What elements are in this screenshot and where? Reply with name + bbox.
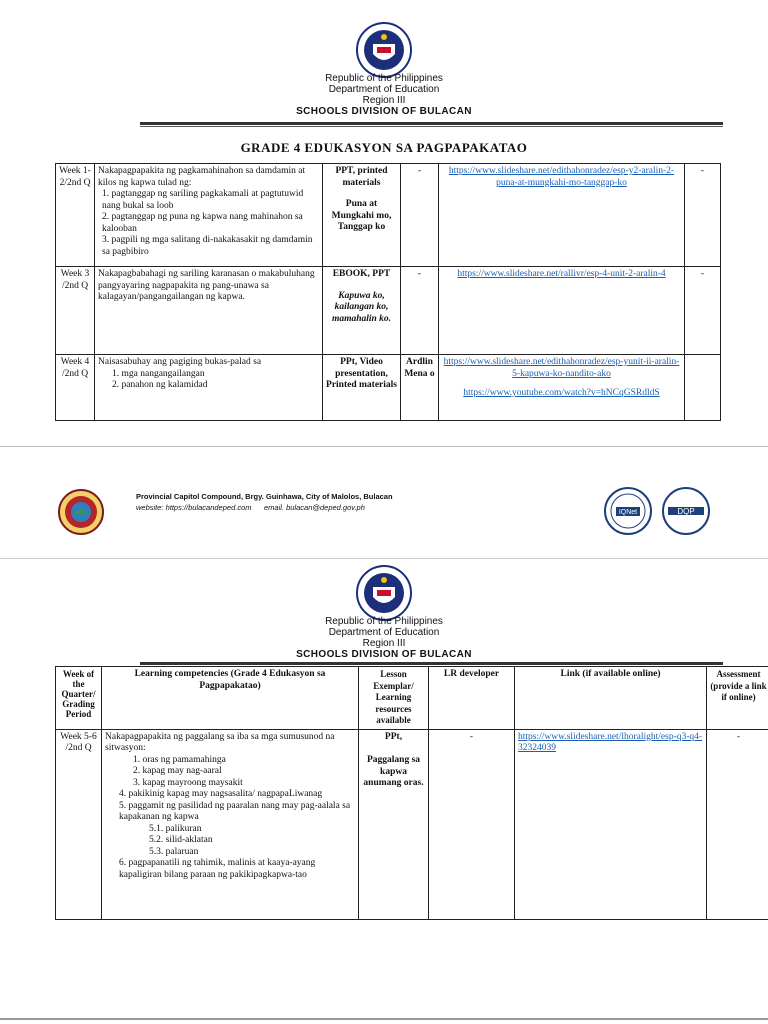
resource-link[interactable]: https://www.slideshare.net/edithahonradez/esp-yunit-ii-aralin-5-kapuwa-ko-nandito-ako <box>443 357 680 379</box>
list-item: 5.3. palaruan <box>149 846 199 857</box>
footer-website: website: https://bulacandeped.com <box>136 503 252 512</box>
resource-link[interactable]: https://www.slideshare.net/edithahonradez/esp-y2-aralin-2-puna-at-mungkahi-mo-tanggap-ko <box>448 166 675 188</box>
competency-table-2 <box>55 666 768 920</box>
list-item: 5. paggamit ng pasilidad ng paaralan nang may pag-aalala sa kapakanan ng kapwa <box>119 800 351 822</box>
link-cell <box>439 355 685 421</box>
column-header-week: Week of the Quarter/ Grading Period <box>56 667 102 730</box>
resources-cell <box>359 729 429 919</box>
week-cell: Week 5-6 /2nd Q <box>56 729 102 919</box>
resource-link[interactable]: https://www.slideshare.net/rallivr/esp-4-unit-2-aralin-4 <box>457 269 666 279</box>
column-header-link: Link (if available online) <box>515 667 707 730</box>
header-department: Department of Education <box>328 84 440 95</box>
resources-cell: PPt, Video presentation, Printed materials <box>323 355 401 421</box>
bulacan-seal-icon <box>58 489 104 535</box>
footer-email: email. bulacan@deped.gov.ph <box>264 503 365 512</box>
page-title: GRADE 4 EDUKASYON SA PAGPAPAKATAO <box>240 140 528 155</box>
iqnet-certified-seal-icon <box>604 487 652 535</box>
week-cell: Week 4 /2nd Q <box>56 355 95 421</box>
table-row <box>56 267 721 355</box>
list-item: 1. mga nangangailangan <box>112 368 205 379</box>
competency-intro: Naisasabuhay ang pagiging bukas-palad sa <box>98 357 262 367</box>
svg-text:IQNet: IQNet <box>618 509 638 516</box>
footer-rule-2 <box>0 558 768 559</box>
resources-type: PPt, <box>384 731 403 742</box>
week-cell: Week 3 /2nd Q <box>56 267 95 355</box>
competency-cell <box>95 355 323 421</box>
list-item: 2. pagtanggap ng puna ng kapwa nang mahinahon sa kalooban <box>102 212 303 234</box>
list-item: 5.1. palikuran <box>149 823 202 834</box>
header-rule <box>140 662 723 665</box>
developer-cell: - <box>429 729 515 919</box>
competency-table-1 <box>55 163 721 421</box>
header-rule <box>140 122 723 125</box>
developer-cell: - <box>401 267 439 355</box>
header-region: Region III <box>362 95 406 106</box>
assessment-cell <box>685 355 721 421</box>
competency-list <box>98 189 319 258</box>
svg-text:DQP: DQP <box>677 507 695 516</box>
table-row <box>56 729 768 919</box>
header-republic: Republic of the Philippines <box>325 73 443 84</box>
link-cell <box>439 164 685 267</box>
competency-list <box>105 755 355 882</box>
footer-address: Provincial Capitol Compound, Brgy. Guinhawa, City of Malolos, Bulacan <box>136 492 393 501</box>
footer-rule <box>0 446 768 447</box>
header-republic: Republic of the Philippines <box>325 616 443 627</box>
bottom-rule <box>0 1018 768 1020</box>
header-division: SCHOOLS DIVISION OF BULACAN <box>296 106 472 117</box>
developer-cell: - <box>401 164 439 267</box>
resources-cell <box>323 267 401 355</box>
column-header-assessment: Assessment (provide a link if online) <box>707 667 768 730</box>
assessment-cell: - <box>707 729 768 919</box>
resource-link[interactable]: https://www.slideshare.net/lhoralight/esp-q3-q4-32324039 <box>518 731 703 753</box>
competency-cell: Nakapagbabahagi ng sariling karanasan o makabuluhang pangyayaring nagpapakita ng pang-unawa sa kalagayan/pangangailangan ng kapwa. <box>95 267 323 355</box>
list-item: 1. oras ng pamamahinga <box>133 754 226 765</box>
header-division: SCHOOLS DIVISION OF BULACAN <box>296 649 472 660</box>
resources-type: PPT, printed materials <box>335 166 388 188</box>
list-item: 4. pakikinig kapag may nagsasalita/ nagpapaLiwanag <box>119 789 323 799</box>
deped-seal-icon <box>356 22 412 78</box>
column-header-developer: LR developer <box>429 667 515 730</box>
footer-contact <box>136 502 365 513</box>
list-item: 3. kapag mayroong maysakit <box>133 777 243 788</box>
resources-cell <box>323 164 401 267</box>
header-region: Region III <box>362 638 406 649</box>
competency-cell <box>95 164 323 267</box>
column-header-competency: Learning competencies (Grade 4 Edukasyon sa Pagpapakatao) <box>102 667 359 730</box>
competency-list <box>98 369 319 392</box>
table-row <box>56 355 721 421</box>
resources-type: EBOOK, PPT <box>332 269 391 279</box>
dqp-certified-seal-icon <box>660 487 712 535</box>
list-item: 5.2. silid-aklatan <box>149 835 213 845</box>
link-cell <box>515 729 707 919</box>
developer-cell: Ardlin Mena o <box>401 355 439 421</box>
resources-title: Paggalang sa kapwa anumang oras. <box>363 755 424 788</box>
competency-intro: Nakapagpapakita ng paggalang sa iba sa mga sumusunod na sitwasyon: <box>105 731 335 753</box>
video-link[interactable]: https://www.youtube.com/watch?v=hNCqGSRdldS <box>463 388 660 398</box>
list-item: 2. panahon ng kalamidad <box>112 380 208 390</box>
table-header-row <box>56 667 768 730</box>
list-item: 3. pagpili ng mga salitang di-nakakasakit ng damdamin sa pagbibiro <box>102 235 313 257</box>
list-item: 6. pagpapanatili ng tahimik, malinis at kaaya-ayang kapaligiran bilang paraan ng pakikipagkapwa-tao <box>119 858 316 880</box>
resources-title: Puna at Mungkahi mo, Tanggap ko <box>331 199 392 232</box>
header-rule-thin <box>140 126 723 127</box>
competency-intro: Nakapagpapakita ng pagkamahinahon sa damdamin at kilos ng kapwa tulad ng: <box>98 166 306 188</box>
list-item: 2. kapag may nag-aaral <box>133 766 222 776</box>
assessment-cell: - <box>685 267 721 355</box>
list-item: 1. pagtanggap ng sariling pagkakamali at pagtutuwid nang bukal sa loob <box>102 189 304 211</box>
column-header-exemplar: Lesson Exemplar/ Learning resources available <box>359 667 429 730</box>
deped-seal-icon <box>356 565 412 621</box>
header-department: Department of Education <box>328 627 440 638</box>
week-cell: Week 1-2/2nd Q <box>56 164 95 267</box>
resources-title: Kapuwa ko, kailangan ko, mamahalin ko. <box>331 290 392 324</box>
table-row <box>56 164 721 267</box>
link-cell <box>439 267 685 355</box>
assessment-cell: - <box>685 164 721 267</box>
competency-cell <box>102 729 359 919</box>
